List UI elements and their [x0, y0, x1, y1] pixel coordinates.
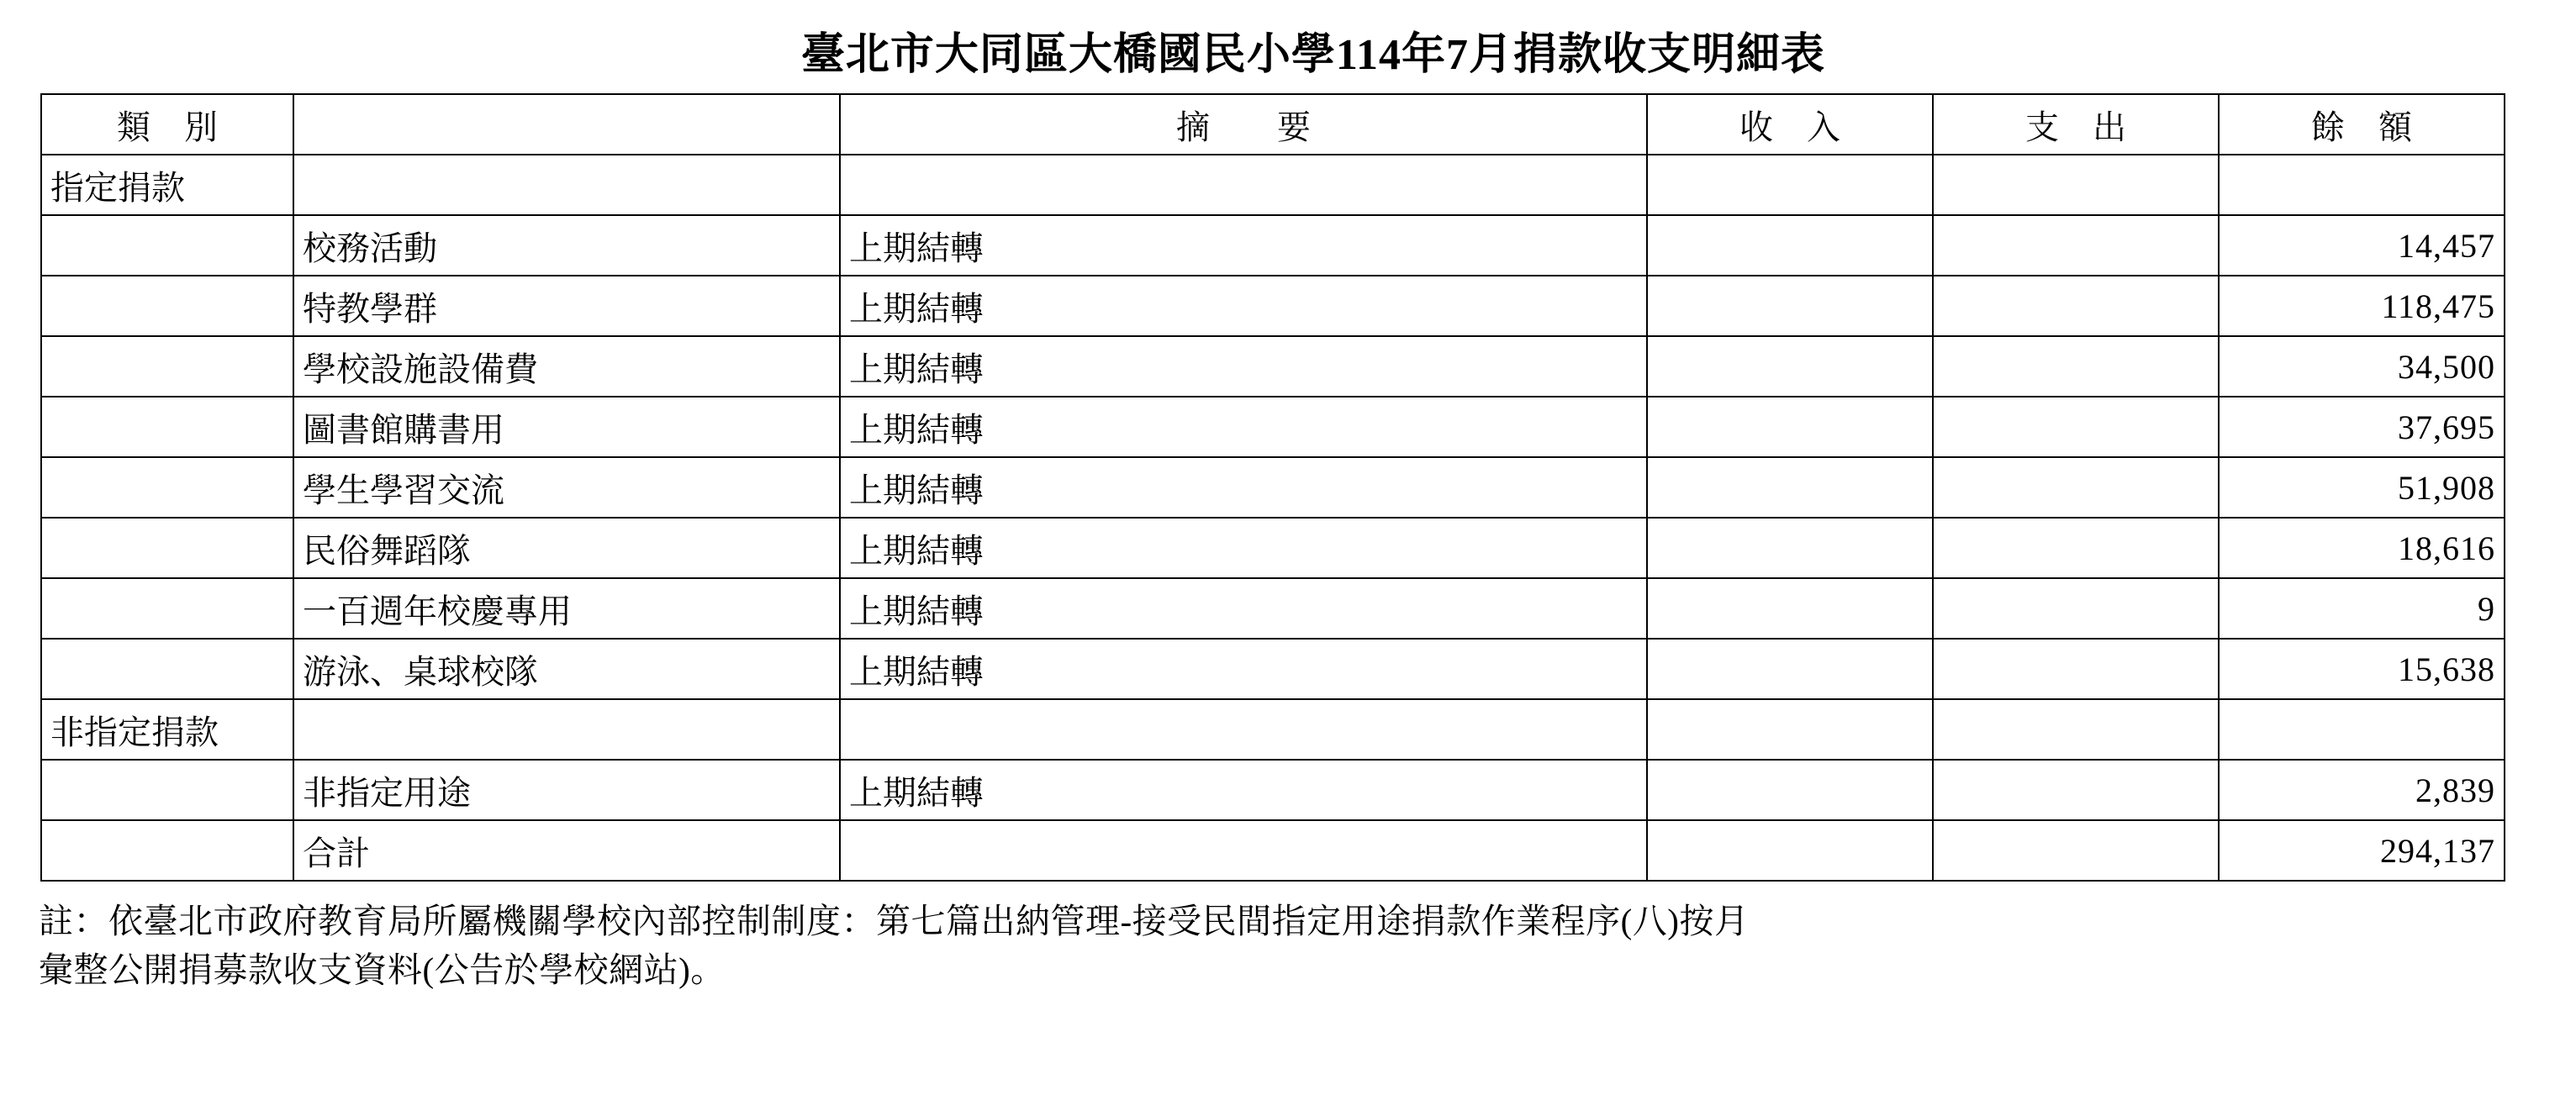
cell-balance: 37,695	[2219, 397, 2505, 457]
cell-summary: 上期結轉	[840, 639, 1647, 699]
cell-balance: 9	[2219, 578, 2505, 639]
cell-category: 非指定捐款	[41, 699, 293, 760]
table-row	[41, 518, 2505, 578]
cell-subcategory: 民俗舞蹈隊	[293, 518, 840, 578]
cell-summary: 上期結轉	[840, 397, 1647, 457]
cell-category	[41, 820, 293, 881]
cell-category: 指定捐款	[41, 155, 293, 215]
table-row	[41, 639, 2505, 699]
table-row	[41, 578, 2505, 639]
cell-income	[1647, 578, 1933, 639]
cell-summary	[840, 699, 1647, 760]
cell-summary: 上期結轉	[840, 578, 1647, 639]
cell-income	[1647, 760, 1933, 820]
cell-expense	[1933, 578, 2219, 639]
donation-ledger-table	[40, 93, 2505, 882]
cell-summary: 上期結轉	[840, 215, 1647, 276]
cell-balance: 51,908	[2219, 457, 2505, 518]
cell-income	[1647, 639, 1933, 699]
table-row	[41, 397, 2505, 457]
cell-balance	[2219, 699, 2505, 760]
cell-subcategory: 圖書館購書用	[293, 397, 840, 457]
footnote	[39, 897, 2527, 994]
cell-expense	[1933, 276, 2219, 336]
cell-subcategory: 游泳、桌球校隊	[293, 639, 840, 699]
cell-balance: 18,616	[2219, 518, 2505, 578]
cell-income	[1647, 336, 1933, 397]
cell-balance: 34,500	[2219, 336, 2505, 397]
cell-balance: 118,475	[2219, 276, 2505, 336]
cell-balance-total: 294,137	[2219, 820, 2505, 881]
cell-income	[1647, 457, 1933, 518]
cell-category	[41, 397, 293, 457]
cell-balance: 14,457	[2219, 215, 2505, 276]
cell-summary: 上期結轉	[840, 457, 1647, 518]
table-row	[41, 155, 2505, 215]
cell-expense	[1933, 639, 2219, 699]
cell-balance: 2,839	[2219, 760, 2505, 820]
cell-subcategory: 學生學習交流	[293, 457, 840, 518]
table-row	[41, 457, 2505, 518]
cell-balance: 15,638	[2219, 639, 2505, 699]
cell-expense	[1933, 820, 2219, 881]
cell-category	[41, 518, 293, 578]
table-row-total	[41, 820, 2505, 881]
cell-category	[41, 457, 293, 518]
column-header-expense: 支 出	[1933, 94, 2219, 155]
table-row	[41, 699, 2505, 760]
table-row	[41, 215, 2505, 276]
cell-expense	[1933, 336, 2219, 397]
cell-category	[41, 336, 293, 397]
table-row	[41, 760, 2505, 820]
cell-income	[1647, 276, 1933, 336]
cell-subcategory: 特教學群	[293, 276, 840, 336]
cell-category	[41, 215, 293, 276]
cell-category	[41, 760, 293, 820]
cell-subcategory: 合計	[293, 820, 840, 881]
cell-summary: 上期結轉	[840, 760, 1647, 820]
cell-expense	[1933, 457, 2219, 518]
cell-income	[1647, 699, 1933, 760]
cell-summary: 上期結轉	[840, 518, 1647, 578]
cell-income	[1647, 820, 1933, 881]
cell-expense	[1933, 760, 2219, 820]
cell-income	[1647, 215, 1933, 276]
cell-expense	[1933, 155, 2219, 215]
cell-expense	[1933, 699, 2219, 760]
table-row	[41, 336, 2505, 397]
cell-income	[1647, 155, 1933, 215]
table-header-row	[41, 94, 2505, 155]
cell-subcategory: 一百週年校慶專用	[293, 578, 840, 639]
cell-summary	[840, 820, 1647, 881]
footnote-line-1: 註：依臺北市政府教育局所屬機關學校內部控制制度：第七篇出納管理-接受民間指定用途捐款作業程序(八)按月	[39, 902, 1750, 940]
cell-summary: 上期結轉	[840, 276, 1647, 336]
cell-category	[41, 639, 293, 699]
cell-subcategory	[293, 155, 840, 215]
column-header-balance: 餘 額	[2219, 94, 2505, 155]
cell-summary: 上期結轉	[840, 336, 1647, 397]
cell-subcategory: 校務活動	[293, 215, 840, 276]
page-title: 臺北市大同區大橋國民小學114年7月捐款收支明細表	[800, 31, 1826, 79]
cell-category	[41, 276, 293, 336]
column-header-summary: 摘 要	[840, 94, 1647, 155]
cell-income	[1647, 518, 1933, 578]
cell-expense	[1933, 397, 2219, 457]
cell-subcategory: 學校設施設備費	[293, 336, 840, 397]
column-header-income: 收 入	[1647, 94, 1933, 155]
cell-expense	[1933, 215, 2219, 276]
cell-balance	[2219, 155, 2505, 215]
cell-category	[41, 578, 293, 639]
document-page	[0, 18, 2576, 1095]
cell-expense	[1933, 518, 2219, 578]
cell-subcategory	[293, 699, 840, 760]
table-row	[41, 276, 2505, 336]
footnote-line-2: 彙整公開捐募款收支資料(公告於學校網站)。	[39, 950, 726, 990]
column-header-subcategory	[293, 94, 840, 155]
cell-summary	[840, 155, 1647, 215]
cell-subcategory: 非指定用途	[293, 760, 840, 820]
cell-income	[1647, 397, 1933, 457]
column-header-category: 類 別	[41, 94, 293, 155]
